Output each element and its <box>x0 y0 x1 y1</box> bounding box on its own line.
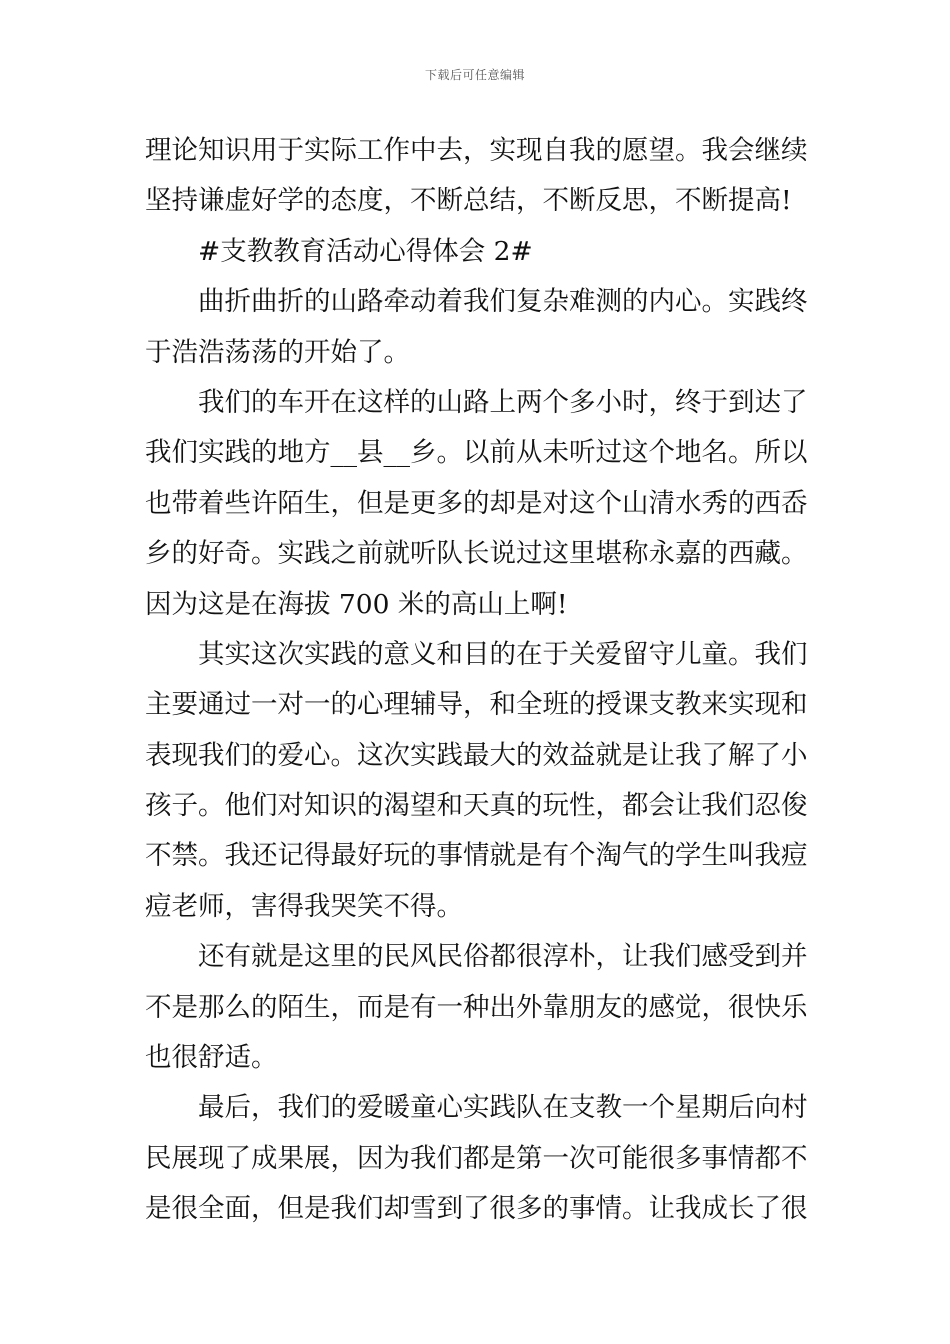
text-line: 我们实践的地方__县__乡。以前从未听过这个地名。所以 <box>145 437 808 469</box>
text-line: 还有就是这里的民风民俗都很淳朴，让我们感受到并 <box>198 941 808 973</box>
document-body <box>145 126 810 1235</box>
text-line: 痘老师，害得我哭笑不得。 <box>145 890 463 922</box>
section-heading: #支教教育活动心得体会 2# <box>198 235 533 267</box>
text-line: 孩子。他们对知识的渴望和天真的玩性，都会让我们忍俊 <box>145 790 808 822</box>
text-line: 表现我们的爱心。这次实践最大的效益就是让我了解了小 <box>145 739 808 771</box>
text-line: 不禁。我还记得最好玩的事情就是有个淘气的学生叫我痘 <box>145 840 808 872</box>
text-line: 因为这是在海拔 700 米的高山上啊! <box>145 588 568 620</box>
text-line: 主要通过一对一的心理辅导，和全班的授课支教来实现和 <box>145 689 808 721</box>
text-line: 也带着些许陌生，但是更多的却是对这个山清水秀的西岙 <box>145 487 808 519</box>
text-line: 我们的车开在这样的山路上两个多小时，终于到达了 <box>198 386 808 418</box>
text-line: 其实这次实践的意义和目的在于关爱留守儿童。我们 <box>198 638 808 670</box>
text-line: 不是那么的陌生，而是有一种出外靠朋友的感觉，很快乐 <box>145 991 808 1023</box>
text-line: 坚持谦虚好学的态度，不断总结，不断反思，不断提高! <box>145 185 792 217</box>
text-line: 于浩浩荡荡的开始了。 <box>145 336 410 368</box>
text-line: 理论知识用于实际工作中去，实现自我的愿望。我会继续 <box>145 135 808 166</box>
text-line: 是很全面，但是我们却雪到了很多的事情。让我成长了很 <box>145 1193 808 1225</box>
text-line: 乡的好奇。实践之前就听队长说过这里堪称永嘉的西藏。 <box>145 538 808 570</box>
text-line: 最后，我们的爱暖童心实践队在支教一个星期后向村 <box>198 1092 808 1124</box>
text-line: 也很舒适。 <box>145 1042 278 1074</box>
text-line: 曲折曲折的山路牵动着我们复杂难测的内心。实践终 <box>198 286 808 318</box>
text-line: 民展现了成果展，因为我们都是第一次可能很多事情都不 <box>145 1142 808 1174</box>
page-header: 下载后可任意编辑 <box>424 68 525 82</box>
